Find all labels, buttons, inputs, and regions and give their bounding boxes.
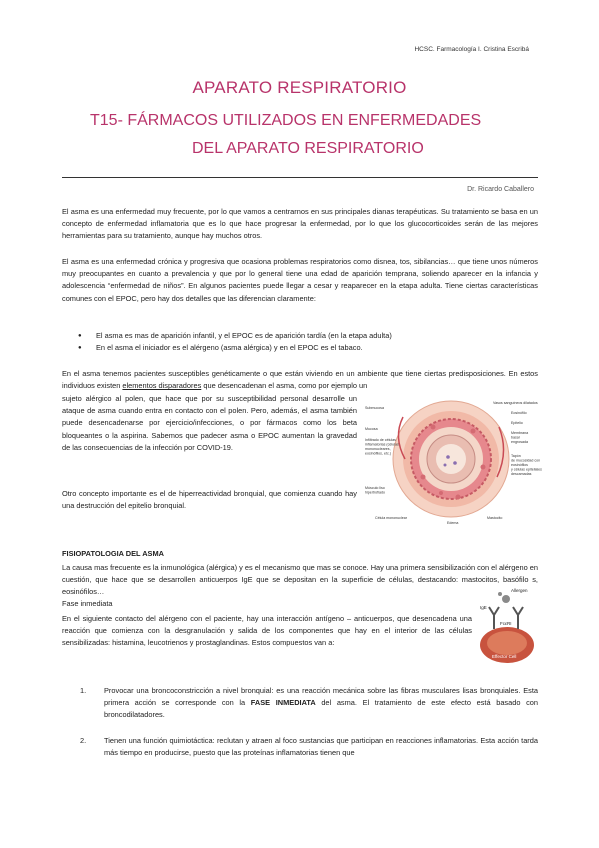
- document-title: APARATO RESPIRATORIO: [192, 78, 407, 97]
- label-membrane-1: Membrana: [511, 431, 529, 435]
- triggers-text-a: En el asma tenemos pacientes susceptibles genéticamente o que están viviendo en un ambiente que tiene ciertas predisposiciones. En estos individuos existen: [62, 369, 538, 391]
- label-infiltrate-4: eosinófilos, etc.): [365, 451, 391, 456]
- label-effector-cell: Effector Cell: [492, 654, 517, 659]
- ige-effector-cell-figure: [478, 585, 536, 661]
- differences-list: [78, 330, 538, 355]
- list-item: ● El asma es mas de aparición infantil, y el EPOC es de aparición tardía (en la etapa adulta): [78, 330, 538, 342]
- label-plug-4: y células epiteliales: [511, 467, 542, 472]
- item-number: 1.: [80, 686, 87, 695]
- item-text-bold: FASE INMEDIATA: [250, 698, 316, 708]
- label-mucosa: Mucosa: [365, 427, 378, 431]
- label-mast-cell: Mastocito: [487, 516, 503, 520]
- item-text-a: Provocar una broncoconstricción a nivel bronquial: es una reacción mecánica sobre las fibras musculares lisas bronquiales. Esta primera acción se corresponde con la: [104, 686, 538, 708]
- label-infiltrate-2: inflamatorias (células: [365, 442, 399, 447]
- subsection-heading-immediate-phase: Fase inmediata: [62, 599, 113, 608]
- paragraph-triggers: [62, 368, 538, 392]
- label-infiltrate-1: Infiltrado de células: [365, 438, 396, 442]
- item-text: Tienen una función quimiotáctica: reclutan y atraen al foco sustancias que participan en reacciones inflamatorias. Esta acción tarda más tiempo en producirse, puesto que las proteínas inflamatorias tienen que: [104, 736, 538, 758]
- item-number: 2.: [80, 736, 87, 745]
- label-edema: Edema: [447, 521, 459, 525]
- effects-list-item-2: [82, 735, 538, 759]
- label-ige: IgE: [480, 605, 487, 610]
- label-plug-3: eosinófilos: [511, 463, 528, 467]
- label-infiltrate-3: mononucleares,: [365, 447, 391, 451]
- topic-title-line2: DEL APARATO RESPIRATORIO: [192, 140, 424, 157]
- section-heading-pathophysiology: FISIOPATOLOGIA DEL ASMA: [62, 549, 164, 558]
- paragraph-triggers-continued: sujeto alérgico al polen, que hace que por su susceptibilidad personal desarrolle un ataque de asma cuando entra en contacto con el polen. Pero, además, el asma también puede desencadenarse por ejercicio/infecciones, o por fármacos como los beta bloqueantes o la aspirina. Sabemos que padecer asma o EPOC aumentan la gravedad de las consecuencias de la infección por COVID-19.: [62, 394, 357, 452]
- paragraph-intro: El asma es una enfermedad muy frecuente, por lo que vamos a centrarnos en sus principales dianas terapéuticas. Su tratamiento se basa en un concepto de enfermedad inflamatoria que es lo que hace progresar la enfermedad, por lo que los glucocorticoides serán de las mejores herramientas para su tratamiento, aunque hay muchos otros.: [62, 207, 538, 241]
- label-epithelium: Epitelio: [511, 421, 523, 425]
- paragraph-asthma-definition: El asma es una enfermedad crónica y progresiva que ocasiona problemas respiratorios como disnea, tos, sibilancias… que tiene unos números muy preocupantes en cuanto a prevalencia y que por lo general tiene una edad de aparición temprana, soliendo aparecer en la infancia y adolescencia “enfermedad de niños”. En algunos pacientes puede llegar a cesar y reaparecer en la etapa adulta. Tiene ciertas características comunes con el EPOC, pero hay dos detalles que las diferencian claramente:: [62, 257, 538, 303]
- label-plug-2: de mucosidad con: [511, 458, 541, 463]
- label-allergen: Allergen: [511, 588, 528, 593]
- topic-title-line1: T15- FÁRMACOS UTILIZADOS EN ENFERMEDADES: [90, 112, 482, 129]
- paragraph-immunologic-cause: La causa mas frecuente es la inmunológica (alérgica) y es el mecanismo que mas se conoce. Hay una primera sensibilización con el alérgeno en cuestión, que hace que se desarrollen anticuerpos IgE que se depositan en la superficie de células, destacando: mastocitos, basófilo s, eosinófilos…: [62, 563, 538, 597]
- label-mononuclear-cell: Célula mononuclear: [375, 516, 407, 520]
- label-smooth-muscle-1: Músculo liso: [365, 486, 385, 490]
- label-blood-vessels: Vasos sanguíneos dilatados: [493, 401, 538, 405]
- label-submucosa: Submucosa: [365, 406, 384, 410]
- title-divider: [62, 177, 538, 178]
- paragraph-antigen-antibody: En el siguiente contacto del alérgeno con el paciente, hay una interacción antígeno – anticuerpos, que desencadena una reacción que comienza con la desgranulación y salida de los componentes que hay en el interior de las células sensibilizadas: histamina, leucotrienos y prostaglandinas. Estos compuestos van a:: [62, 614, 472, 648]
- label-eosinophil: Eosinófilo: [511, 411, 527, 415]
- label-plug-5: descamadas: [511, 472, 532, 476]
- bronchus-cross-section-figure: [363, 397, 542, 527]
- list-item: ● En el asma el iniciador es el alérgeno (asma alérgica) y en el EPOC es el tabaco.: [78, 342, 538, 354]
- label-fc-receptor: FcεRI: [500, 621, 512, 626]
- triggers-underlined: elementos disparadores: [122, 381, 202, 391]
- label-smooth-muscle-2: hipertrofiado: [365, 490, 385, 495]
- item-text: [104, 685, 538, 722]
- paragraph-hyperreactivity: Otro concepto importante es el de hiperreactividad bronquial, que comienza cuando hay una destrucción del epitelio bronquial.: [62, 489, 357, 511]
- label-plug-1: Tapón: [511, 454, 521, 458]
- running-header: HCSC. Farmacología I. Cristina Escribá: [414, 46, 529, 53]
- author: Dr. Ricardo Caballero: [467, 186, 534, 193]
- item-text-c: del asma. El tratamiento de este efecto está basado con broncodilatadores.: [104, 698, 538, 720]
- triggers-text-b: que desencadenan el asma, como por ejemplo un: [201, 381, 368, 391]
- effects-list-item-1: [82, 685, 538, 722]
- label-membrane-2: basal: [511, 435, 520, 440]
- label-membrane-3: engrosada: [511, 440, 528, 444]
